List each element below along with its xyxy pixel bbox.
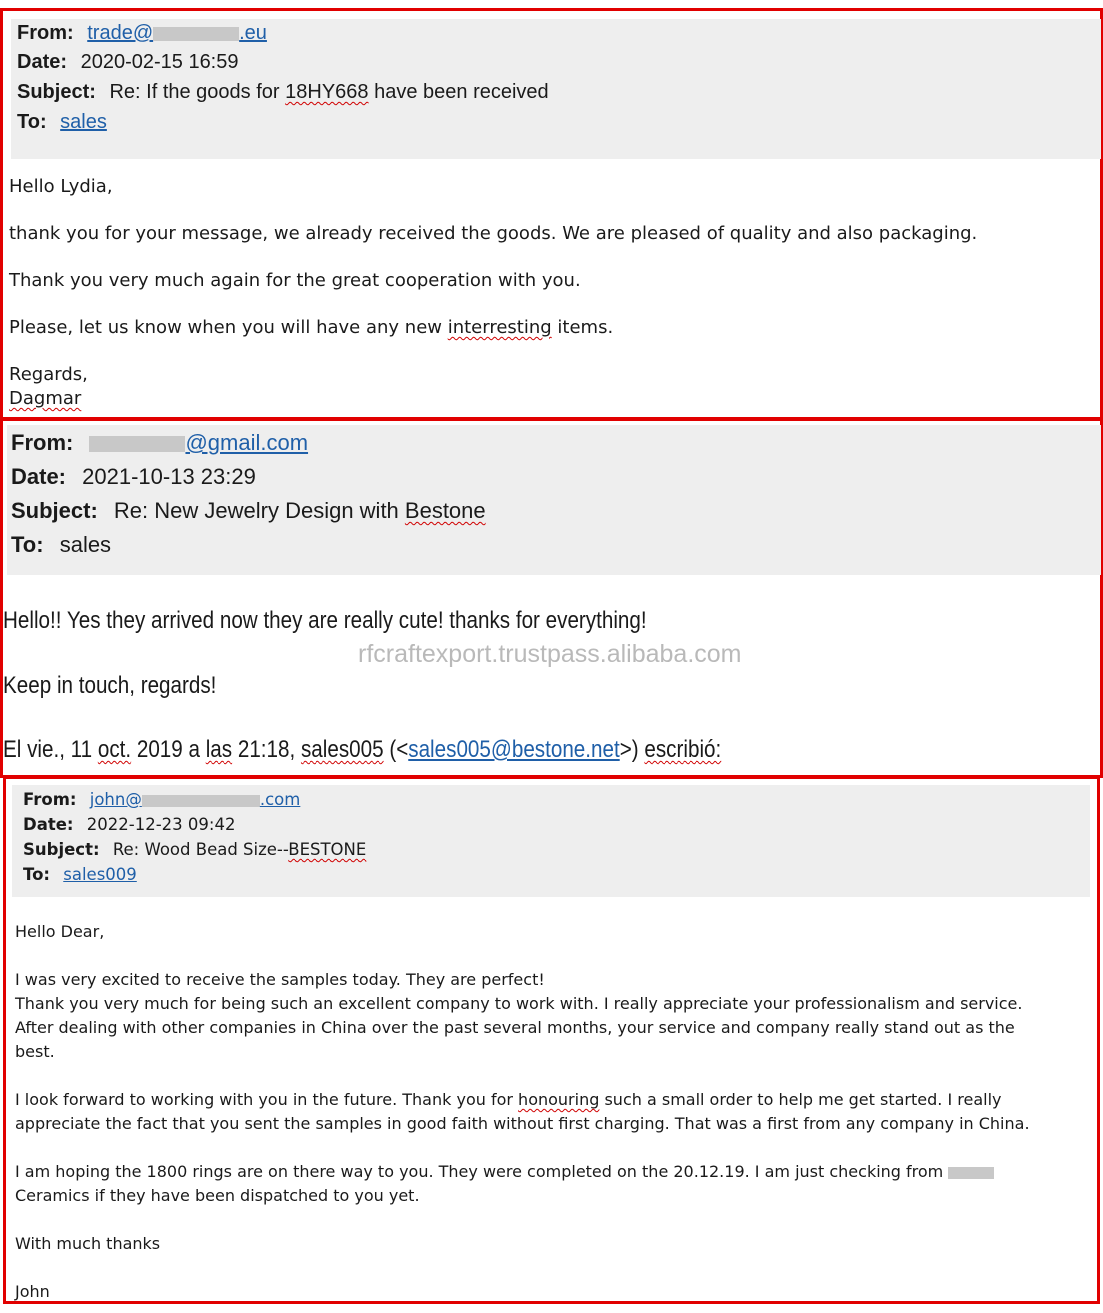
to-row [11, 532, 111, 558]
redacted-block [89, 436, 185, 452]
subject-text: Re: If the goods for 18HY668 have been received [109, 81, 549, 103]
closing: Regards, [9, 364, 88, 385]
from-row [17, 22, 267, 45]
subject-text: Re: Wood Bead Size--BESTONE [112, 840, 367, 859]
date-label: Date: [17, 51, 68, 73]
subject-row [23, 840, 366, 859]
greeting: Hello Lydia, [9, 176, 113, 197]
date-value: 2020-02-15 16:59 [80, 51, 239, 73]
subject-label: Subject: [11, 498, 98, 523]
quote-attribution: El vie., 11 oct. 2019 a las 21:18, sales005 (<sales005@bestone.net>) escribió: [3, 736, 722, 763]
date-value: 2021-10-13 23:29 [82, 464, 256, 489]
to-row [17, 111, 107, 134]
date-row [23, 815, 235, 834]
to-label: To: [23, 865, 50, 884]
paragraph-line: Ceramics if they have been dispatched to you yet. [15, 1186, 420, 1205]
paragraph: thank you for your message, we already received the goods. We are pleased of quality and also packaging. [9, 223, 978, 244]
from-label: From: [11, 430, 74, 455]
to-row [23, 865, 137, 884]
paragraph: Please, let us know when you will have any new interresting items. [9, 317, 614, 338]
subject-text: Re: New Jewelry Design with Bestone [113, 498, 486, 523]
signature: Dagmar [9, 388, 82, 409]
from-address[interactable]: trade@ .eu [87, 22, 267, 44]
from-address[interactable]: john@ .com [89, 790, 301, 809]
to-label: To: [11, 532, 44, 557]
to-label: To: [17, 111, 47, 133]
paragraph-line: I look forward to working with you in the future. Thank you for honouring such a small order to help me get started. I really [15, 1090, 1002, 1109]
date-label: Date: [11, 464, 67, 489]
to-address: sales [59, 532, 112, 557]
from-label: From: [17, 22, 74, 44]
paragraph-line: I was very excited to receive the samples today. They are perfect! [15, 970, 545, 989]
signature: John [15, 1282, 50, 1301]
date-row [17, 51, 239, 74]
paragraph: Keep in touch, regards! [3, 672, 217, 699]
paragraph-line: appreciate the fact that you sent the samples in good faith without first charging. That was a first from any company in China. [15, 1114, 1030, 1133]
paragraph: Hello!! Yes they arrived now they are really cute! thanks for everything! [3, 607, 647, 634]
subject-label: Subject: [23, 840, 100, 859]
to-address[interactable]: sales [60, 111, 107, 133]
date-value: 2022-12-23 09:42 [86, 815, 236, 834]
redacted-block [948, 1167, 994, 1179]
greeting: Hello Dear, [15, 922, 105, 941]
paragraph-line: I am hoping the 1800 rings are on there way to you. They were completed on the 20.12.19. I am just checking from [15, 1162, 994, 1181]
redacted-block [153, 27, 239, 41]
from-row [11, 430, 308, 456]
date-label: Date: [23, 815, 74, 834]
to-address[interactable]: sales009 [63, 865, 137, 884]
paragraph-line: After dealing with other companies in China over the past several months, your service and company really stand out as the [15, 1018, 1015, 1037]
paragraph: Thank you very much again for the great cooperation with you. [9, 270, 581, 291]
watermark: rfcraftexport.trustpass.alibaba.com [358, 640, 742, 668]
date-row [11, 464, 256, 490]
closing: With much thanks [15, 1234, 161, 1253]
from-label: From: [23, 790, 77, 809]
redacted-block [142, 795, 260, 807]
subject-label: Subject: [17, 81, 96, 103]
from-row [23, 790, 300, 809]
paragraph-line: Thank you very much for being such an excellent company to work with. I really appreciate your professionalism and service. [15, 994, 1023, 1013]
subject-row [17, 81, 549, 104]
quoted-email-link[interactable]: sales005@bestone.net [408, 736, 620, 763]
subject-row [11, 498, 486, 524]
from-address[interactable]: @gmail.com [89, 430, 308, 455]
paragraph-line: best. [15, 1042, 55, 1061]
